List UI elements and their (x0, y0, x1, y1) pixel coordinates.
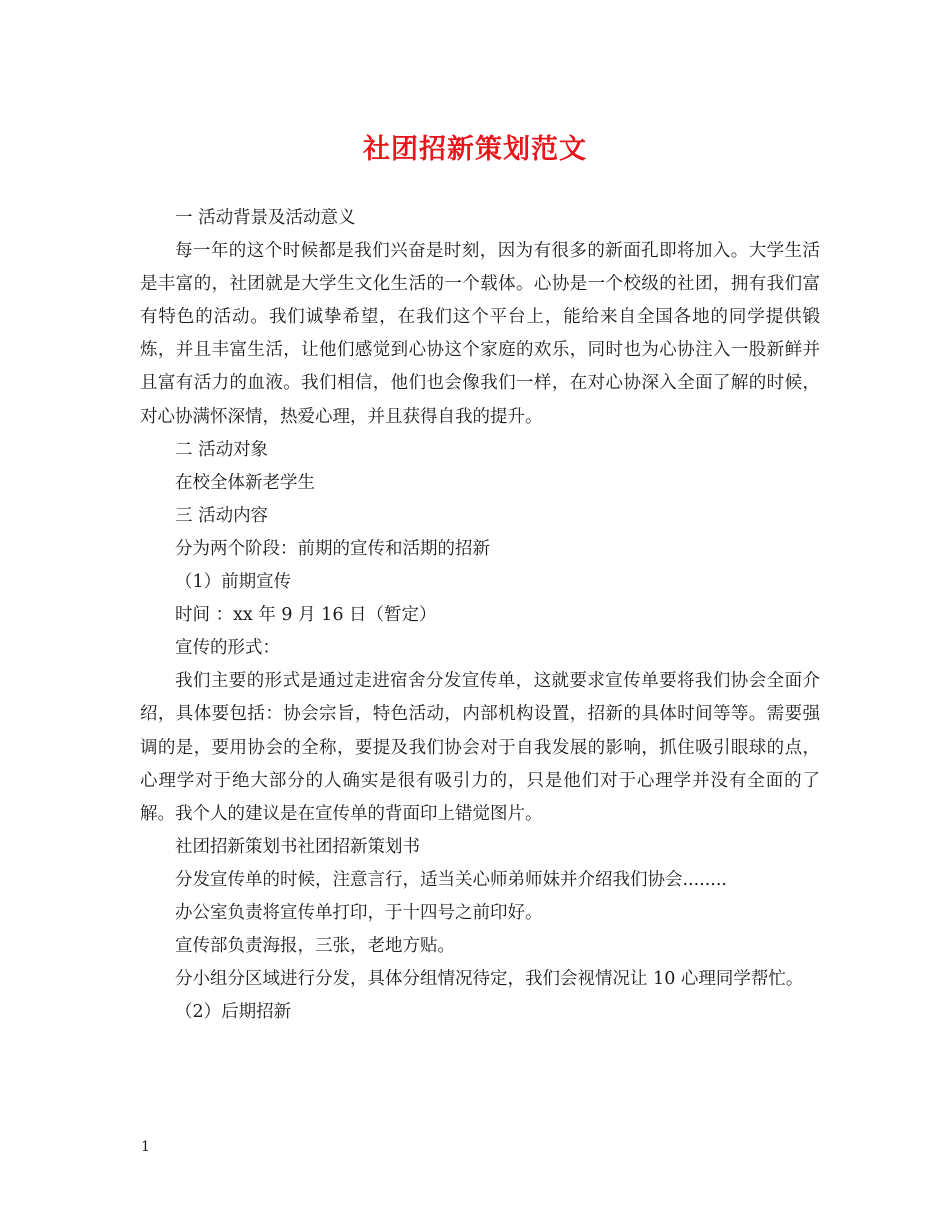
paragraph-plan-title: 社团招新策划书社团招新策划书 (175, 836, 420, 857)
paragraph-background: 每一年的这个时候都是我们兴奋是时刻，因为有很多的新面孔即将加入。大学生活是丰富的，社团就是大学生文化生活的一个载体。心协是一个校级的社团，拥有我们富有特色的活动。我们诚挚希望，在我们这个平台上，能给来自全国各地的同学提供锻炼，并且丰富生活，让他们感觉到心协这个家庭的欢乐，同时也为心协注入一股新鲜并且富有活力的血液。我们相信，他们也会像我们一样，在对心协深入全面了解的时候，对心协满怀深情，热爱心理，并且获得自我的提升。 (140, 241, 820, 427)
section-heading-target: 二 活动对象 (175, 439, 269, 460)
subheading-recruitment: （2）后期招新 (175, 1002, 292, 1023)
paragraph-groups: 分小组分区域进行分发，具体分组情况待定，我们会视情况让 10 心理同学帮忙。 (175, 969, 804, 990)
paragraph-distribution: 分发宣传单的时候，注意言行，适当关心师弟师妹并介绍我们协会........ (175, 869, 727, 890)
paragraph-office: 办公室负责将宣传单打印，于十四号之前印好。 (175, 902, 543, 923)
subheading-promotion: （1）前期宣传 (175, 572, 292, 593)
paragraph-time: 时间 ：xx 年 9 月 16 日（暂定） (175, 605, 437, 626)
section-heading-content: 三 活动内容 (175, 505, 269, 526)
section-heading-background: 一 活动背景及活动意义 (175, 208, 356, 228)
document-title: 社团招新策划范文 (363, 134, 587, 165)
paragraph-form-label: 宣传的形式： (175, 638, 280, 659)
paragraph-form-detail: 我们主要的形式是通过走进宿舍分发宣传单，这就要求宣传单要将我们协会全面介绍，具体要包括：协会宗旨，特色活动，内部机构设置，招新的具体时间等等。需要强调的是，要用协会的全称，要提及我们协会对于自我发展的影响，抓住吸引眼球的点，心理学对于绝大部分的人确实是很有吸引力的，只是他们对于心理学并没有全面的了解。我个人的建议是在宣传单的背面印上错觉图片。 (140, 671, 820, 824)
page-number: 1 (141, 1139, 150, 1155)
paragraph-target: 在校全体新老学生 (175, 472, 315, 493)
paragraph-stages: 分为两个阶段：前期的宣传和活期的招新 (175, 538, 490, 559)
paragraph-publicity: 宣传部负责海报，三张，老地方贴。 (175, 936, 455, 957)
document-body (140, 202, 820, 1029)
